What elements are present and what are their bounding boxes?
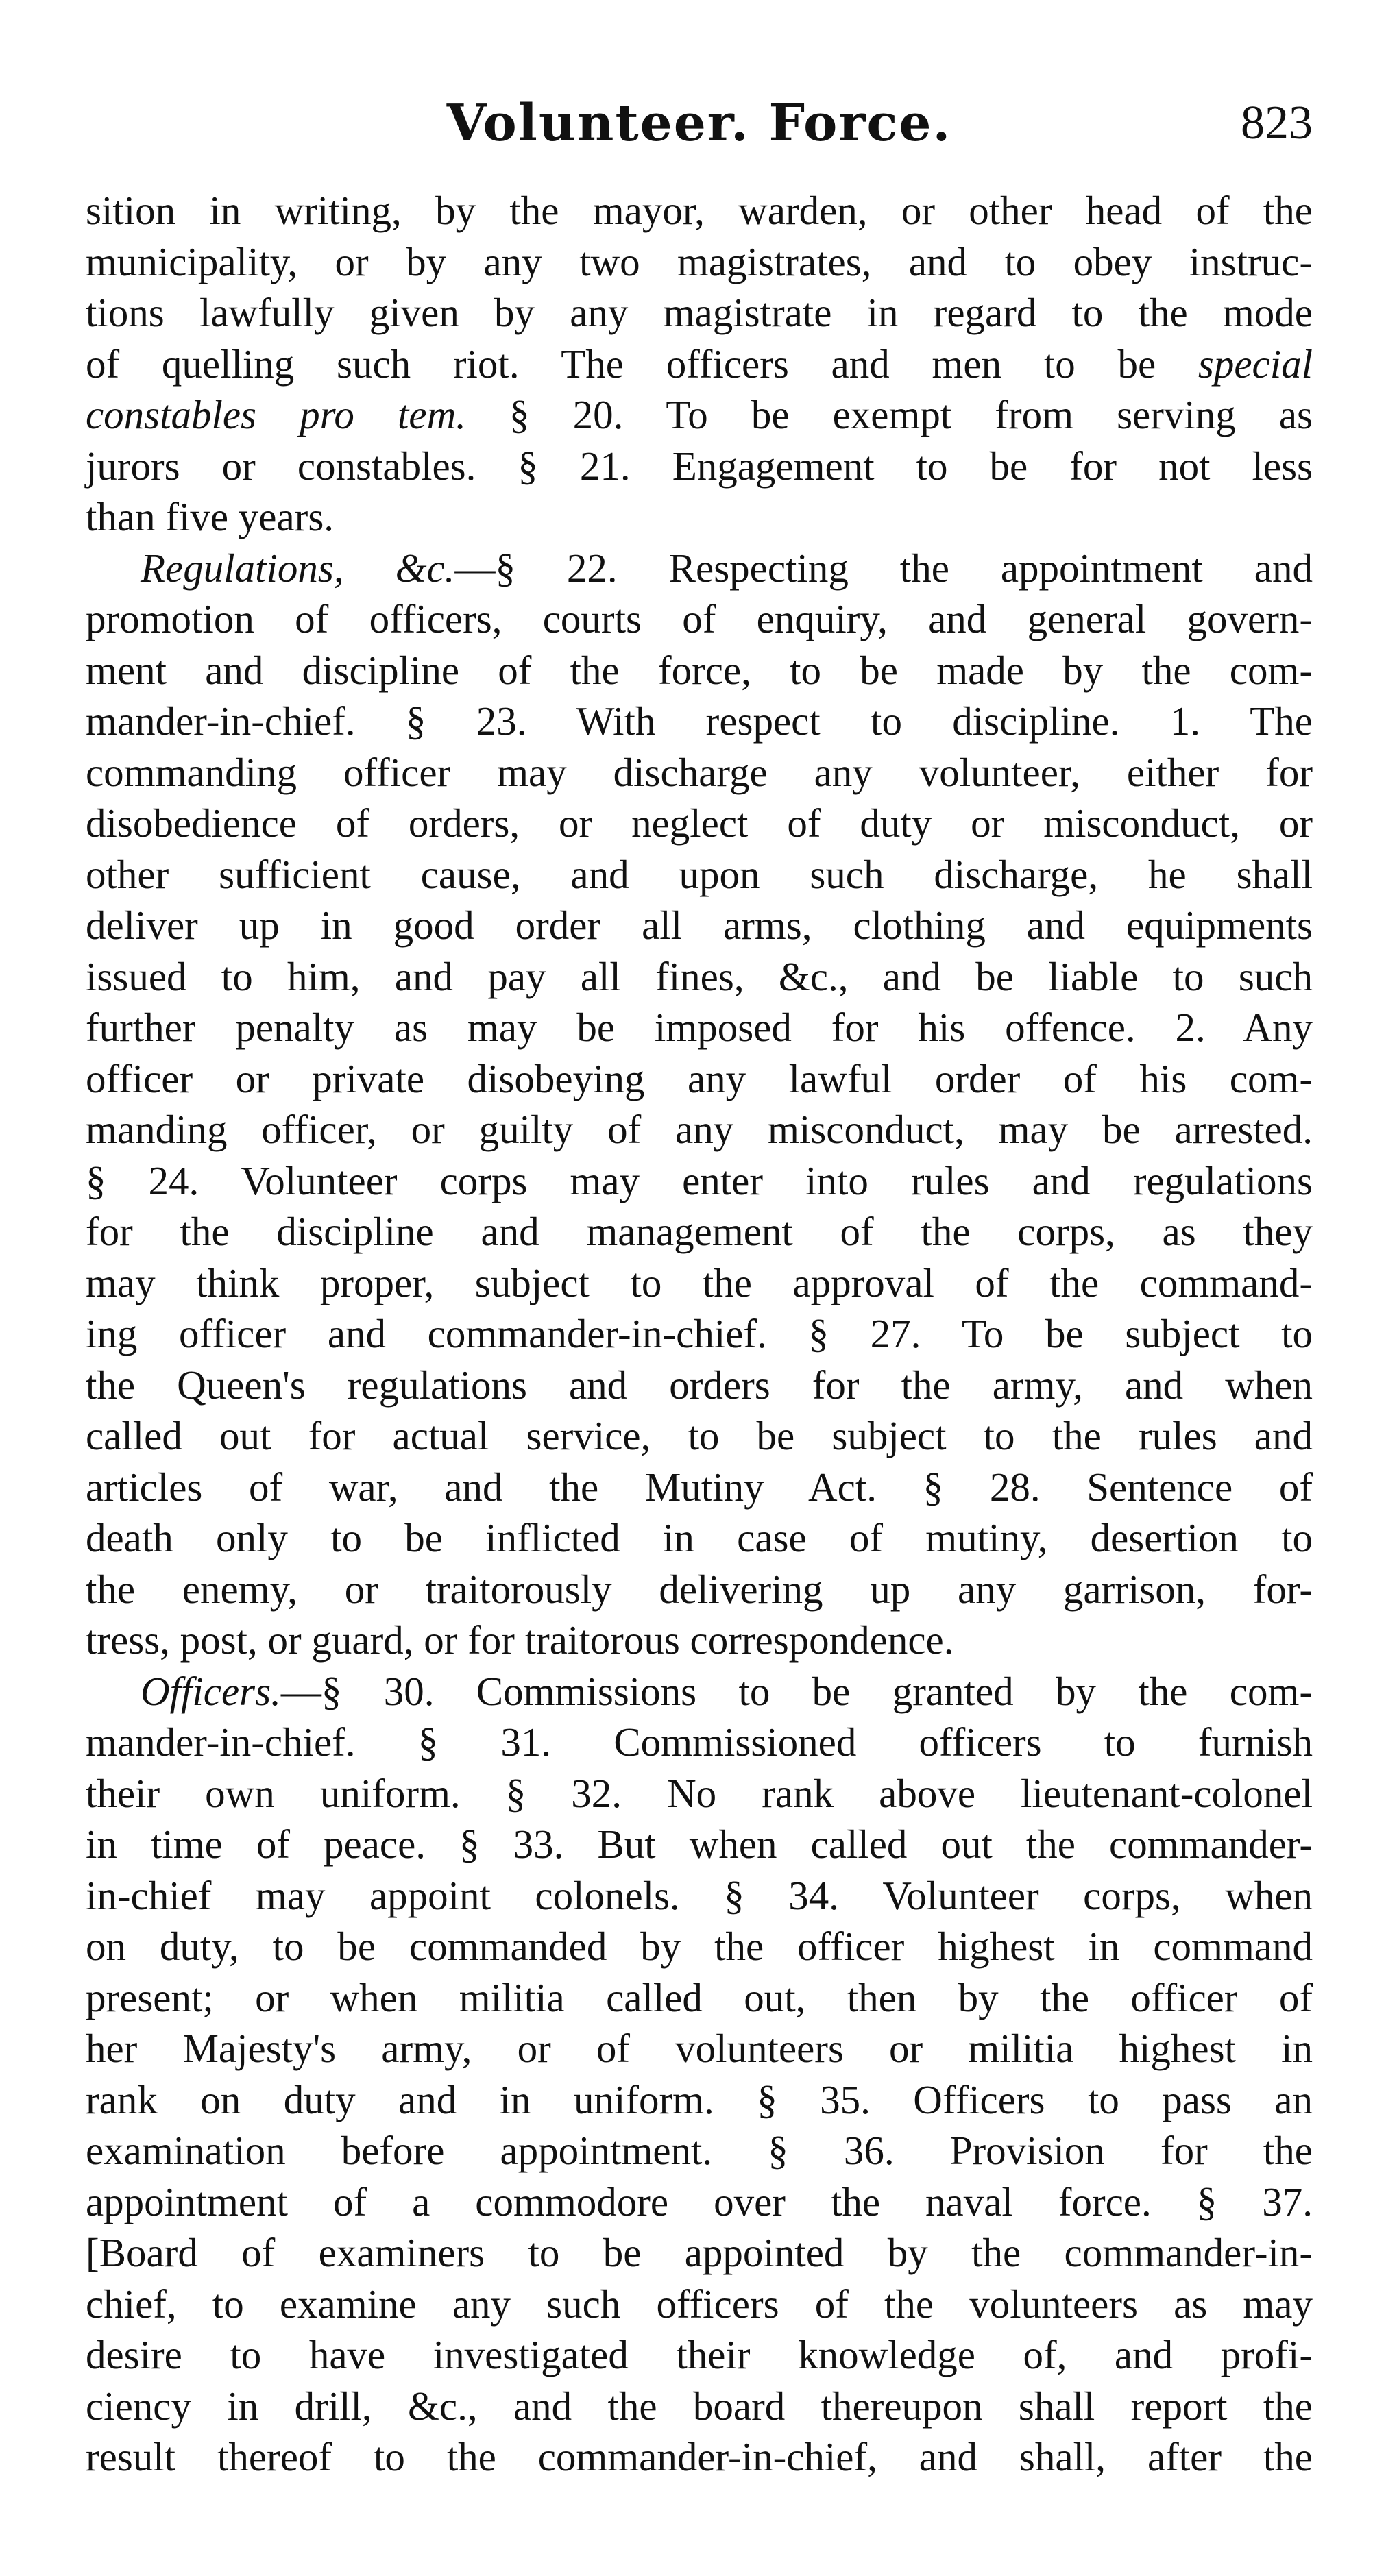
line-text: tions lawfully given by any magistrate in regard to the mode — [86, 290, 1313, 335]
text-line — [86, 2176, 1313, 2228]
text-line — [86, 2431, 1313, 2483]
text-line — [86, 1666, 1313, 1717]
text-line — [86, 1972, 1313, 2024]
text-line — [86, 1717, 1313, 1768]
line-text: rank on duty and in uniform. § 35. Officers to pass an — [86, 2076, 1313, 2122]
line-text: further penalty as may be imposed for his offence. 2. Any — [86, 1005, 1313, 1050]
italic-text: Officers. — [141, 1668, 281, 1714]
line-text: disobedience of orders, or neglect of duty or misconduct, or — [86, 800, 1313, 846]
line-text: of quelling such riot. The officers and men to be — [86, 341, 1198, 387]
line-text: —§ 30. Commissions to be granted by the com- — [280, 1668, 1313, 1714]
text-line — [86, 1155, 1313, 1207]
text-line — [86, 951, 1313, 1003]
text-line — [86, 339, 1313, 390]
line-text: —§ 22. Respecting the appointment and — [454, 545, 1313, 591]
text-line — [86, 2227, 1313, 2279]
line-text: municipality, or by any two magistrates, and to obey instruc- — [86, 238, 1313, 284]
line-text: tress, post, or guard, or for traitorous correspondence. — [86, 1617, 954, 1663]
line-text: called out for actual service, to be subject to the rules and — [86, 1413, 1313, 1458]
text-line — [86, 1002, 1313, 1053]
line-text: ciency in drill, &c., and the board thereupon shall report the — [86, 2383, 1313, 2429]
text-line — [86, 1410, 1313, 1462]
text-line — [86, 1870, 1313, 1922]
text-line — [86, 2329, 1313, 2381]
line-text: [Board of examiners to be appointed by the commander-in- — [86, 2230, 1313, 2275]
text-line — [86, 2381, 1313, 2432]
text-line — [86, 2125, 1313, 2176]
text-line — [86, 1053, 1313, 1105]
line-text: result thereof to the commander-in-chief, and shall, after the — [86, 2434, 1313, 2479]
line-text: death only to be inflicted in case of mutiny, desertion to — [86, 1515, 1313, 1560]
text-line — [86, 849, 1313, 900]
text-line — [86, 287, 1313, 339]
text-line — [86, 1819, 1313, 1870]
line-text: commanding officer may discharge any volunteer, either for — [86, 749, 1313, 795]
text-line — [86, 1258, 1313, 1309]
line-text: issued to him, and pay all fines, &c., and be liable to such — [86, 953, 1313, 999]
text-line — [86, 1564, 1313, 1615]
line-text: jurors or constables. § 21. Engagement to be for not less — [86, 443, 1313, 489]
text-line — [86, 747, 1313, 798]
text-line — [86, 1462, 1313, 1513]
italic-text: special — [1198, 341, 1313, 387]
text-line — [86, 1768, 1313, 1819]
text-line — [86, 1921, 1313, 1972]
text-line — [86, 593, 1313, 645]
text-line — [86, 1512, 1313, 1564]
text-line — [86, 1615, 1313, 1666]
line-text: in time of peace. § 33. But when called out the commander- — [86, 1821, 1313, 1867]
text-line — [86, 2279, 1313, 2330]
line-text: than five years. — [86, 494, 335, 539]
running-head — [86, 89, 1313, 171]
page-number: 823 — [1241, 97, 1313, 149]
text-line — [86, 798, 1313, 849]
line-text: their own uniform. § 32. No rank above lieutenant-colonel — [86, 1770, 1313, 1816]
text-line — [86, 1206, 1313, 1258]
text-line — [86, 2023, 1313, 2074]
text-line — [86, 2074, 1313, 2126]
line-text: chief, to examine any such officers of the volunteers as may — [86, 2281, 1313, 2327]
line-text: the Queen's regulations and orders for the army, and when — [86, 1362, 1313, 1408]
text-line — [86, 185, 1313, 236]
line-text: may think proper, subject to the approval of the command- — [86, 1260, 1313, 1305]
line-text: present; or when militia called out, then by the officer of — [86, 1974, 1313, 2020]
line-text: sition in writing, by the mayor, warden, or other head of the — [86, 188, 1313, 233]
text-line — [86, 491, 1313, 543]
line-text: examination before appointment. § 36. Provision for the — [86, 2128, 1313, 2173]
line-text: on duty, to be commanded by the officer highest in command — [86, 1924, 1313, 1969]
line-text: other sufficient cause, and upon such discharge, he shall — [86, 851, 1313, 897]
line-text: her Majesty's army, or of volunteers or militia highest in — [86, 2026, 1313, 2071]
text-line — [86, 1308, 1313, 1360]
body-text — [86, 185, 1313, 2483]
line-text: promotion of officers, courts of enquiry, and general govern- — [86, 596, 1313, 641]
line-text: manding officer, or guilty of any misconduct, may be arrested. — [86, 1107, 1313, 1152]
running-title: Volunteer. Force. — [446, 94, 952, 153]
text-line — [86, 543, 1313, 594]
line-text: articles of war, and the Mutiny Act. § 28. Sentence of — [86, 1464, 1313, 1510]
italic-text: constables pro tem. — [86, 392, 466, 437]
text-line — [86, 1104, 1313, 1155]
line-text: ing officer and commander-in-chief. § 27. To be subject to — [86, 1311, 1313, 1356]
line-text: appointment of a commodore over the naval force. § 37. — [86, 2179, 1313, 2224]
italic-text: Regulations, &c. — [141, 545, 455, 591]
text-line — [86, 441, 1313, 492]
line-text: the enemy, or traitorously delivering up any garrison, for- — [86, 1566, 1313, 1612]
line-text: ment and discipline of the force, to be made by the com- — [86, 647, 1313, 693]
line-text: deliver up in good order all arms, clothing and equipments — [86, 903, 1313, 948]
line-text: for the discipline and management of the corps, as they — [86, 1209, 1313, 1254]
line-text: § 20. To be exempt from serving as — [465, 392, 1313, 437]
text-line — [86, 696, 1313, 747]
line-text: officer or private disobeying any lawful order of his com- — [86, 1055, 1313, 1101]
line-text: mander-in-chief. § 23. With respect to discipline. 1. The — [86, 698, 1313, 744]
line-text: mander-in-chief. § 31. Commissioned officers to furnish — [86, 1719, 1313, 1765]
text-line — [86, 389, 1313, 441]
line-text: desire to have investigated their knowledge of, and profi- — [86, 2332, 1313, 2377]
text-line — [86, 1360, 1313, 1411]
text-line — [86, 900, 1313, 951]
line-text: in-chief may appoint colonels. § 34. Volunteer corps, when — [86, 1872, 1313, 1918]
text-line — [86, 236, 1313, 288]
text-line — [86, 645, 1313, 696]
line-text: § 24. Volunteer corps may enter into rules and regulations — [86, 1157, 1313, 1203]
book-page — [86, 89, 1313, 2483]
